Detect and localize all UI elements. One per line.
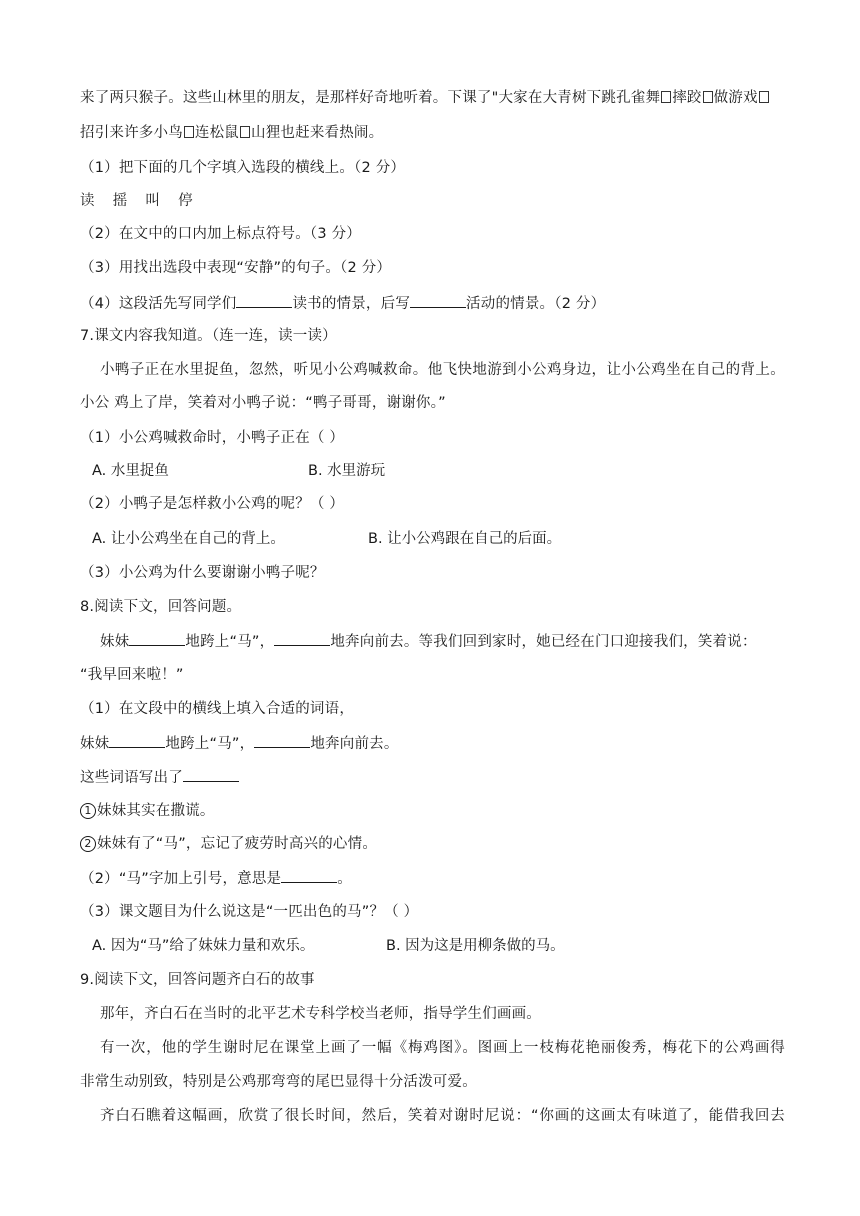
answer-blank[interactable] xyxy=(183,767,239,782)
punctuation-box xyxy=(661,91,671,103)
q7-passage-line-2: 小公 鸡上了岸，笑着对小鸭子说：“鸭子哥哥，谢谢你。” xyxy=(80,395,446,411)
q8-sub1-fill-line: 妹妹 地跨上“马”， 地奔向前去。 xyxy=(80,733,785,754)
q8-sub3: （3）课文题目为什么说这是“一匹出色的马”？（ ） xyxy=(80,904,419,920)
q7-title: 7.课文内容我知道。（连一连，读一读） xyxy=(80,328,337,344)
q8-sub2: （2）“马”字加上引号，意思是 。 xyxy=(80,868,785,889)
q8-passage-line-1: 妹妹 地跨上“马”， 地奔向前去。等我们回到家时，她已经在门口迎接我们，笑着说： xyxy=(100,631,785,652)
q7-sub1: （1）小公鸡喊救命时，小鸭子正在（ ） xyxy=(80,430,345,446)
answer-blank[interactable] xyxy=(129,631,185,646)
q8-sub3-option-b[interactable]: B. 因为这是用柳条做的马。 xyxy=(386,938,565,954)
q8-passage-line-2: “我早回来啦！” xyxy=(80,667,184,683)
circled-number: 2 xyxy=(80,836,96,852)
q9-paragraph-2-line-2: 非常生动别致，特别是公鸡那弯弯的尾巴显得十分活泼可爱。 xyxy=(80,1074,477,1090)
q8-choice-2[interactable]: 2 妹妹有了“马”，忘记了疲劳时高兴的心情。 xyxy=(80,834,785,854)
punctuation-box xyxy=(240,126,250,138)
answer-blank[interactable] xyxy=(410,293,466,308)
q8-sub1: （1）在文段中的横线上填入合适的词语， xyxy=(80,701,355,717)
answer-blank[interactable] xyxy=(109,733,165,748)
q9-paragraph-2-line-1: 有一次，他的学生谢时尼在课堂上画了一幅《梅鸡图》。图画上一枝梅花艳丽俊秀，梅花下的公鸡画得 xyxy=(100,1040,785,1056)
passage-line-2: 招引来许多小鸟 连松鼠 山狸也赶来看热闹。 xyxy=(80,125,384,141)
q8-sub3-option-a[interactable]: A. 因为“马”给了妹妹力量和欢乐。 xyxy=(92,938,315,954)
punctuation-box xyxy=(759,91,769,103)
circled-number: 1 xyxy=(80,803,96,819)
q6-word-list: 读 摇 叫 停 xyxy=(80,193,193,209)
q8-choice-1[interactable]: 1 妹妹其实在撒谎。 xyxy=(80,801,785,821)
answer-blank[interactable] xyxy=(236,293,292,308)
q7-sub1-option-a[interactable]: A. 水里捉鱼 xyxy=(92,463,169,479)
q9-paragraph-3-line-1: 齐白石瞧着这幅画，欣赏了很长时间，然后，笑着对谢时尼说：“你画的这画太有味道了，能借我回去 xyxy=(100,1108,785,1124)
punctuation-box xyxy=(703,91,713,103)
q7-sub2-option-a[interactable]: A. 让小公鸡坐在自己的背上。 xyxy=(92,531,285,547)
q9-title: 9.阅读下文，回答问题齐白石的故事 xyxy=(80,972,315,988)
q7-sub2-option-b[interactable]: B. 让小公鸡跟在自己的后面。 xyxy=(368,531,562,547)
q6-sub3: （3）用找出选段中表现“安静”的句子。（2 分） xyxy=(80,260,392,276)
q9-paragraph-1: 那年，齐白石在当时的北平艺术专科学校当老师，指导学生们画画。 xyxy=(100,1006,541,1022)
answer-blank[interactable] xyxy=(281,868,337,883)
q6-sub1: （1）把下面的几个字填入选段的横线上。（2 分） xyxy=(80,160,406,176)
q7-sub3: （3）小公鸡为什么要谢谢小鸭子呢？ xyxy=(80,565,325,581)
q7-passage-line-1: 小鸭子正在水里捉鱼，忽然，听见小公鸡喊救命。他飞快地游到小公鸡身边，让小公鸡坐在自己的背上。 xyxy=(100,362,785,378)
passage-line-1: 来了两只猴子。这些山林里的朋友，是那样好奇地听着。下课了"大家在大青树下跳孔雀舞 摔跤 做游戏 xyxy=(80,88,785,108)
q7-sub2: （2）小鸭子是怎样救小公鸡的呢？（ ） xyxy=(80,496,345,512)
answer-blank[interactable] xyxy=(254,733,310,748)
q6-sub2: （2）在文中的口内加上标点符号。（3 分） xyxy=(80,226,362,242)
q8-title: 8.阅读下文，回答问题。 xyxy=(80,599,242,615)
q8-these-words: 这些词语写出了 xyxy=(80,767,785,788)
q7-sub1-option-b[interactable]: B. 水里游玩 xyxy=(308,463,386,479)
quote-mark: " xyxy=(491,90,499,106)
punctuation-box xyxy=(184,126,194,138)
q6-sub4: （4）这段活先写同学们 读书的情景，后写 活动的情景。（2 分） xyxy=(80,293,785,314)
answer-blank[interactable] xyxy=(274,631,330,646)
